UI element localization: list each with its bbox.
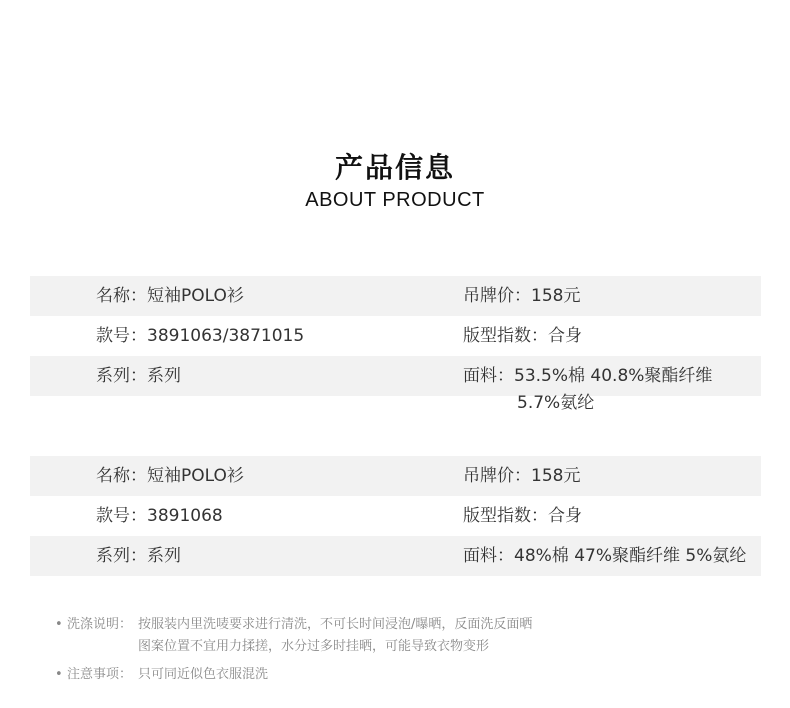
care-notes — [55, 614, 532, 686]
wash-instructions — [55, 614, 532, 658]
fit-index: 版型指数：合身 — [463, 326, 582, 346]
table-row — [30, 496, 761, 536]
style-number: 款号：3891063/3871015 — [96, 326, 305, 346]
section-subtitle: ABOUT PRODUCT — [305, 189, 485, 211]
table-row — [30, 536, 761, 576]
section-title: 产品信息 — [334, 151, 455, 184]
product-name: 名称：短袖POLO衫 — [96, 466, 244, 486]
caution-text: 只可同近似色衣服混洗 — [138, 667, 269, 682]
wash-text — [138, 614, 532, 658]
wash-label: 洗涤说明： — [67, 617, 133, 632]
bullet-icon: • — [55, 667, 63, 682]
fabric-line-2: 5.7%氨纶 — [517, 393, 595, 413]
table-row — [30, 356, 761, 413]
product-price: 吊牌价：158元 — [463, 466, 581, 486]
caution — [55, 664, 532, 686]
caution-label: 注意事项： — [67, 667, 133, 682]
series: 系列：系列 — [96, 366, 181, 386]
wash-line-2: 图案位置不宜用力揉搓，水分过多时挂晒，可能导致衣物变形 — [138, 639, 490, 654]
fabric-line-1: 面料：53.5%棉 40.8%聚酯纤维 — [463, 366, 713, 386]
table-row — [30, 276, 761, 316]
bullet-icon: • — [55, 617, 63, 632]
table-row — [30, 316, 761, 356]
product-price: 吊牌价：158元 — [463, 286, 581, 306]
series: 系列：系列 — [96, 546, 181, 566]
fabric: 面料：48%棉 47%聚酯纤维 5%氨纶 — [463, 546, 747, 566]
wash-line-1: 按服装内里洗唛要求进行清洗，不可长时间浸泡/曝晒，反面洗反面晒 — [138, 617, 533, 632]
table-row — [30, 456, 761, 496]
product-info-table-2 — [30, 456, 761, 576]
product-info-table-1 — [30, 276, 761, 413]
fit-index: 版型指数：合身 — [463, 506, 582, 526]
product-name: 名称：短袖POLO衫 — [96, 286, 244, 306]
fabric — [463, 363, 733, 413]
style-number: 款号：3891068 — [96, 506, 223, 526]
